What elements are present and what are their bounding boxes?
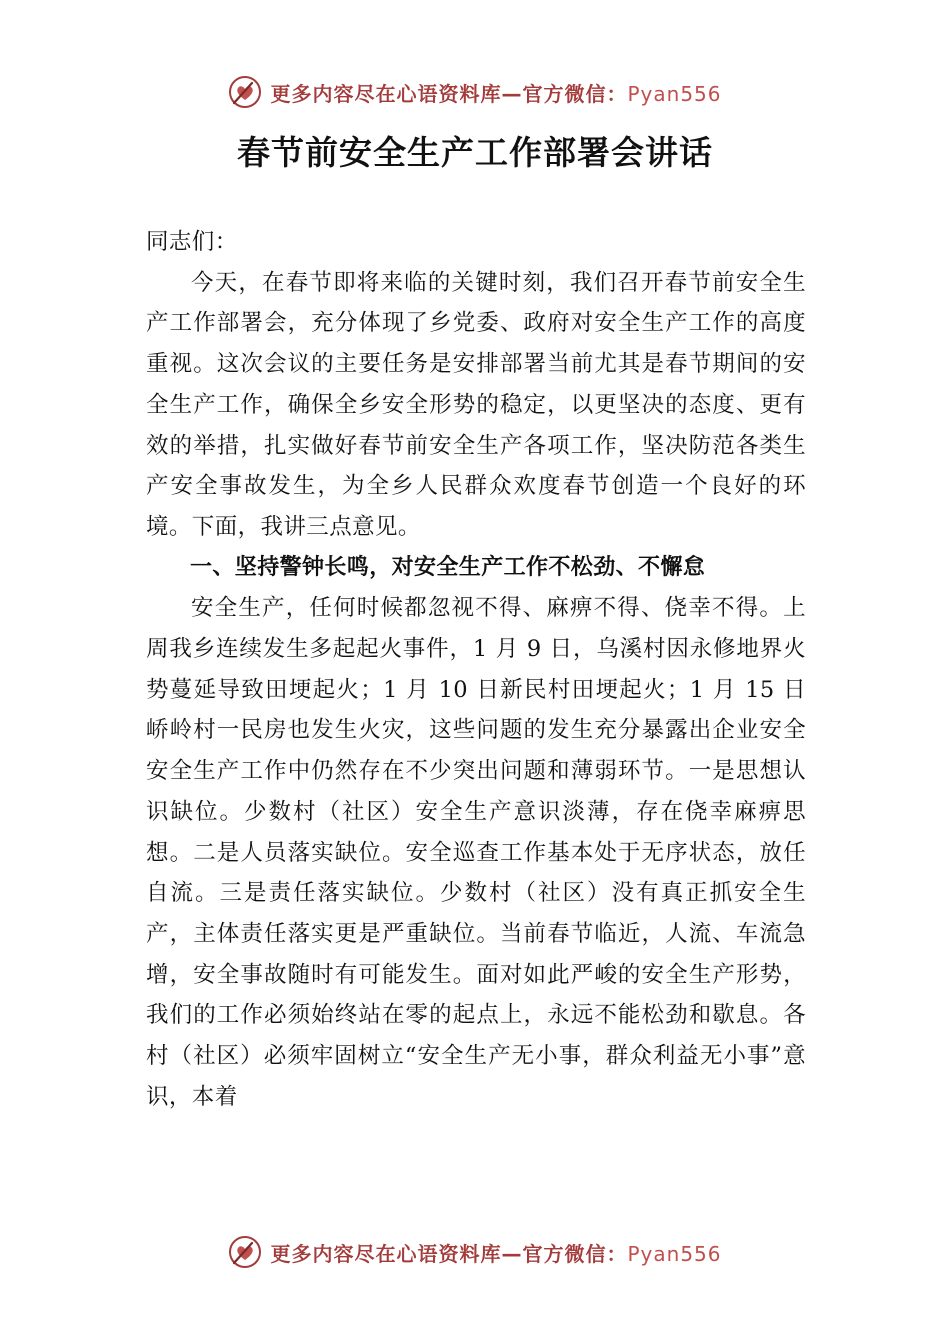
heart-pen-logo-icon: [228, 1235, 262, 1269]
watermark-banner-bottom: [0, 1232, 950, 1272]
section-heading: 一、坚持警钟长鸣，对安全生产工作不松劲、不懈怠: [190, 554, 706, 580]
watermark-banner-top: [0, 72, 950, 112]
watermark-text: 更多内容尽在心语资料库—官方微信：Pyan556: [270, 81, 722, 106]
document-title: 春节前安全生产工作部署会讲话: [237, 133, 713, 172]
document-body: [146, 222, 806, 1117]
salutation: 同志们：: [146, 229, 238, 255]
watermark-text: 更多内容尽在心语资料库—官方微信：Pyan556: [270, 1241, 722, 1266]
paragraph: 安全生产，任何时候都忽视不得、麻痹不得、侥幸不得。上周我乡连续发生多起起火事件，1 月 9 日，乌溪村因永修地界火势蔓延导致田埂起火；1 月 10 日新民村田埂起火；1 月 15 日峤岭村一民房也发生火灾，这些问题的发生充分暴露出企业安全安全生产工作中仍然存在不少突出问题和薄弱环节。一是思想认识缺位。少数村（社区）安全生产意识淡薄，存在侥幸麻痹思想。二是人员落实缺位。安全巡查工作基本处于无序状态，放任自流。三是责任落实缺位。少数村（社区）没有真正抓安全生产，主体责任落实更是严重缺位。当前春节临近，人流、车流急增，安全事故随时有可能发生。面对如此严峻的安全生产形势，我们的工作必须始终站在零的起点上，永远不能松劲和歇息。各村（社区）必须牢固树立“安全生产无小事，群众利益无小事”意识，本着: [146, 595, 806, 1110]
heart-pen-logo-icon: [228, 75, 262, 109]
paragraph: 今天，在春节即将来临的关键时刻，我们召开春节前安全生产工作部署会，充分体现了乡党委、政府对安全生产工作的高度重视。这次会议的主要任务是安排部署当前尤其是春节期间的安全生产工作，确保全乡安全形势的稳定，以更坚决的态度、更有效的举措，扎实做好春节前安全生产各项工作，坚决防范各类生产安全事故发生，为全乡人民群众欢度春节创造一个良好的环境。下面，我讲三点意见。: [146, 269, 806, 540]
